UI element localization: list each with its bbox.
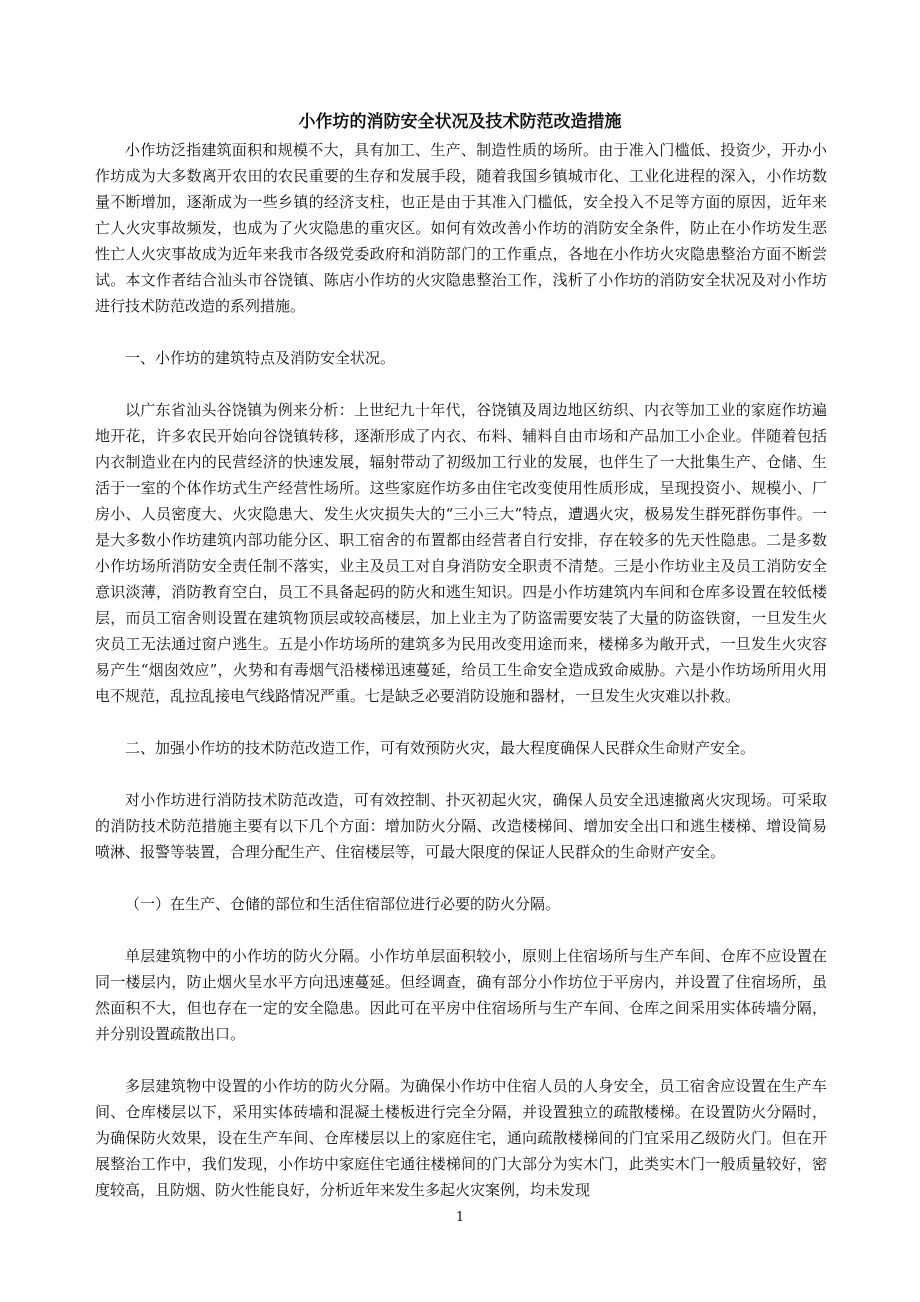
body-paragraph: 多层建筑物中设置的小作坊的防火分隔。为确保小作坊中住宿人员的人身安全，员工宿舍应设置在生产车间、仓库楼层以下，采用实体砖墙和混凝土楼板进行完全分隔，并设置独立的疏散楼梯。在设置防火分隔时，为确保防火效果，设在生产车间、仓库楼层以上的家庭住宅，通向疏散楼梯间的门宜采用乙级防火门。但在开展整治工作中，我们发现，小作坊中家庭住宅通往楼梯间的门大部分为实木门，此类实木门一般质量较好，密度较高，且防烟、防火性能良好，分析近年来发生多起火灾案例，均未发现 bbox=[95, 1077, 827, 1199]
page-number: 1 bbox=[455, 1210, 465, 1225]
subsection-heading-1: （一）在生产、仓储的部位和生活住宿部位进行必要的防火分隔。 bbox=[125, 895, 561, 913]
intro-paragraph: 小作坊泛指建筑面积和规模不大，具有加工、生产、制造性质的场所。由于准入门槛低、投资少，开办小作坊成为大多数离开农田的农民重要的生存和发展手段，随着我国乡镇城市化、工业化进程的深入，小作坊数量不断增加，逐渐成为一些乡镇的经济支柱，也正是由于其准入门槛低，安全投入不足等方面的原因，近年来亡人火灾事故频发，也成为了火灾隐患的重灾区。如何有效改善小作坊的消防安全条件，防止在小作坊发生恶性亡人火灾事故成为近年来我市各级党委政府和消防部门的工作重点，各地在小作坊火灾隐患整治方面不断尝试。本文作者结合汕头市谷饶镇、陈店小作坊的火灾隐患整治工作，浅析了小作坊的消防安全状况及对小作坊进行技术防范改造的系列措施。 bbox=[95, 141, 827, 315]
document-body bbox=[95, 137, 827, 1203]
section-heading-1: 一、小作坊的建筑特点及消防安全状况。 bbox=[125, 349, 396, 367]
document-title: 小作坊的消防安全状况及技术防范改造措施 bbox=[298, 112, 622, 132]
section-heading-2: 二、加强小作坊的技术防范改造工作，可有效预防火灾，最大程度确保人民群众生命财产安全。 bbox=[125, 739, 756, 757]
body-paragraph: 以广东省汕头谷饶镇为例来分析：上世纪九十年代，谷饶镇及周边地区纺织、内衣等加工业的家庭作坊遍地开花，许多农民开始向谷饶镇转移，逐渐形成了内衣、布料、辅料自由市场和产品加工小企业。伴随着包括内衣制造业在内的民营经济的快速发展，辐射带动了初级加工行业的发展，也伴生了一大批集生产、仓储、生活于一室的个体作坊式生产经营性场所。这些家庭作坊多由住宅改变使用性质形成，呈现投资小、规模小、厂房小、人员密度大、火灾隐患大、发生火灾损失大的“三小三大”特点，遭遇火灾，极易发生群死群伤事件。一是大多数小作坊建筑内部功能分区、职工宿舍的布置都由经营者自行安排，存在较多的先天性隐患。二是多数小作坊场所消防安全责任制不落实，业主及员工对自身消防安全职责不清楚。三是小作坊业主及员工消防安全意识淡薄，消防教育空白，员工不具备起码的防火和逃生知识。四是小作坊建筑内车间和仓库多设置在较低楼层，而员工宿舍则设置在建筑物顶层或较高楼层，加上业主为了防盗需要安装了大量的防盗铁窗，一旦发生火灾员工无法通过窗户逃生。五是小作坊场所的建筑多为民用改变用途而来，楼梯多为敞开式，一旦发生火灾容易产生“烟囱效应”，火势和有毒烟气沿楼梯迅速蔓延，给员工生命安全造成致命威胁。六是小作坊场所用火用电不规范，乱拉乱接电气线路情况严重。七是缺乏必要消防设施和器材，一旦发生火灾难以扑救。 bbox=[95, 401, 827, 705]
body-paragraph: 对小作坊进行消防技术防范改造，可有效控制、扑灭初起火灾，确保人员安全迅速撤离火灾现场。可采取的消防技术防范措施主要有以下几个方面：增加防火分隔、改造楼梯间、增加安全出口和逃生楼梯、增设简易喷淋、报警等装置，合理分配生产、住宿楼层等，可最大限度的保证人民群众的生命财产安全。 bbox=[95, 791, 827, 861]
body-paragraph: 单层建筑物中的小作坊的防火分隔。小作坊单层面积较小，原则上住宿场所与生产车间、仓库不应设置在同一楼层内，防止烟火呈水平方向迅速蔓延。但经调查，确有部分小作坊位于平房内，并设置了住宿场所，虽然面积不大，但也存在一定的安全隐患。因此可在平房中住宿场所与生产车间、仓库之间采用实体砖墙分隔，并分别设置疏散出口。 bbox=[95, 947, 827, 1043]
